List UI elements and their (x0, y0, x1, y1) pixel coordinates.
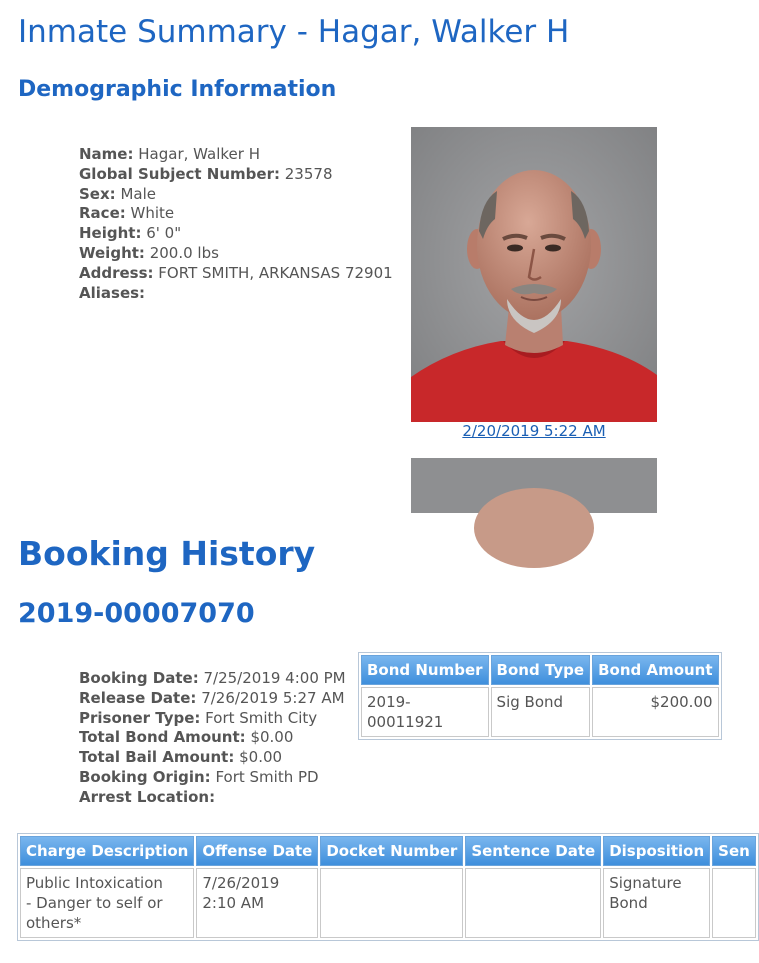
docket-number-cell (320, 868, 463, 938)
booking-date-row (79, 669, 346, 689)
weight-row (79, 244, 393, 264)
disposition-header[interactable]: Disposition (603, 836, 710, 866)
mugshot-photo[interactable] (411, 127, 657, 422)
booking-history-heading: Booking History (18, 534, 316, 573)
name-value: Hagar, Walker H (138, 145, 260, 163)
bond-table-header-row (361, 655, 719, 685)
charge-description-line: others* (26, 914, 82, 932)
race-value: White (130, 204, 175, 223)
charge-description-line: Public Intoxication (26, 874, 163, 892)
bond-number-header[interactable]: Bond Number (361, 655, 489, 685)
field-label: Total Bail Amount: (79, 748, 235, 767)
sex-row (79, 185, 393, 205)
release-date-row (79, 689, 346, 709)
demographic-fields (79, 145, 393, 303)
charge-description-cell (20, 868, 194, 938)
sen-cell (712, 868, 756, 938)
docket-number-header[interactable]: Docket Number (320, 836, 463, 866)
offense-date-header[interactable]: Offense Date (196, 836, 318, 866)
release-date-value: 7/26/2019 5:27 AM (201, 688, 345, 707)
charge-table-header-row (20, 836, 756, 866)
field-label: Height: (79, 224, 142, 243)
bond-table (358, 652, 722, 740)
booking-date-value: 7/25/2019 4:00 PM (203, 669, 346, 687)
field-label: Booking Date: (79, 669, 199, 687)
charge-description-line: - Danger to self or (26, 894, 163, 912)
sen-header[interactable]: Sen (712, 836, 756, 866)
arrest-location-row (79, 788, 346, 808)
height-row (79, 224, 393, 244)
field-label: Race: (79, 204, 126, 223)
height-value: 6' 0" (146, 224, 182, 243)
total-bail-amount-value: $0.00 (239, 748, 283, 767)
disposition-line: Signature (609, 874, 682, 892)
field-label: Aliases: (79, 283, 146, 302)
charge-table (17, 833, 759, 941)
field-label: Sex: (79, 184, 116, 203)
disposition-cell (603, 868, 710, 938)
field-label: Address: (79, 263, 154, 282)
charge-description-header[interactable]: Charge Description (20, 836, 194, 866)
offense-date-cell: 7/26/2019 2:10 AM (196, 868, 318, 938)
field-label: Release Date: (79, 688, 197, 707)
address-value: FORT SMITH, ARKANSAS 72901 (158, 263, 393, 282)
total-bond-amount-row (79, 728, 346, 748)
field-label: Total Bond Amount: (79, 728, 246, 747)
aliases-row (79, 284, 393, 304)
global-subject-number-value: 23578 (284, 164, 333, 183)
booking-origin-row (79, 768, 346, 788)
mugshot-image (411, 127, 657, 422)
mugshot-date-link[interactable]: 2/20/2019 5:22 AM (462, 422, 606, 440)
bond-type-cell: Sig Bond (491, 687, 591, 737)
total-bond-amount-value: $0.00 (250, 728, 294, 747)
bond-amount-cell: $200.00 (592, 687, 718, 737)
booking-fields (79, 669, 346, 808)
mugshot-photo-2[interactable] (411, 458, 657, 513)
sex-value: Male (120, 184, 156, 203)
total-bail-amount-row (79, 748, 346, 768)
prisoner-type-value: Fort Smith City (205, 708, 318, 727)
race-row (79, 204, 393, 224)
prisoner-type-row (79, 709, 346, 729)
demographic-information-heading: Demographic Information (18, 77, 337, 102)
field-label: Global Subject Number: (79, 164, 280, 183)
name-row (79, 145, 393, 165)
bond-type-header[interactable]: Bond Type (491, 655, 591, 685)
address-row (79, 264, 393, 284)
sentence-date-cell (465, 868, 601, 938)
global-subject-number-row (79, 165, 393, 185)
disposition-line: Bond (609, 894, 648, 912)
field-label: Prisoner Type: (79, 708, 201, 727)
booking-origin-value: Fort Smith PD (215, 767, 319, 786)
mugshot-image-2 (411, 458, 657, 513)
field-label: Name: (79, 145, 134, 163)
field-label: Arrest Location: (79, 787, 216, 806)
table-row (361, 687, 719, 737)
table-row (20, 868, 756, 938)
booking-number-heading: 2019-00007070 (18, 598, 255, 629)
bond-amount-header[interactable]: Bond Amount (592, 655, 718, 685)
field-label: Weight: (79, 243, 145, 262)
field-label: Booking Origin: (79, 767, 211, 786)
weight-value: 200.0 lbs (149, 243, 219, 262)
page-title: Inmate Summary - Hagar, Walker H (18, 14, 570, 50)
bond-number-cell: 2019-00011921 (361, 687, 489, 737)
sentence-date-header[interactable]: Sentence Date (465, 836, 601, 866)
